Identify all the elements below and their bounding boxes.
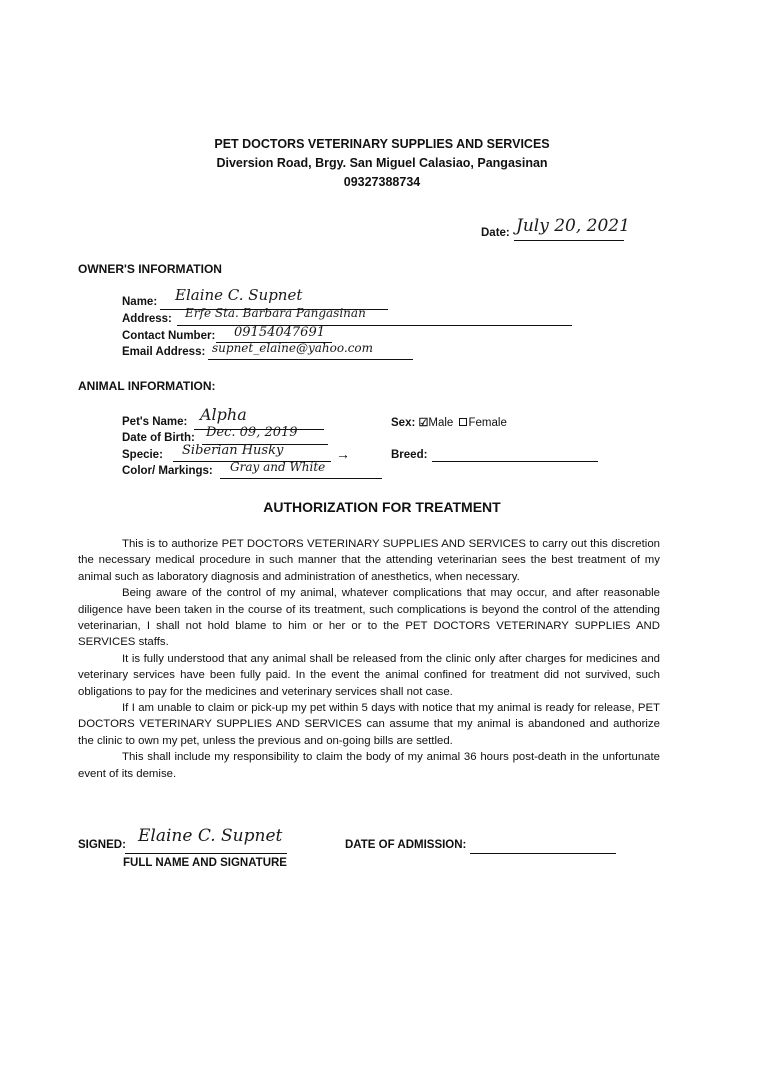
sex-field bbox=[391, 416, 507, 429]
owner-email-value: supnet_elaine@yahoo.com bbox=[212, 341, 374, 355]
date-label: Date: bbox=[481, 227, 510, 239]
admission-label: DATE OF ADMISSION: bbox=[345, 839, 467, 851]
dob-label: Date of Birth: bbox=[122, 432, 195, 444]
authorization-paragraph: If I am unable to claim or pick-up my pet within 5 days with notice that my animal is ready for release, PET DOCTORS VETERINARY SUPPLIES AND SERVICES can assume that my animal is abandoned and authorize the clinic to own my pet, unless the previous and on-going bills are settled. bbox=[78, 702, 660, 747]
signed-label: SIGNED: bbox=[78, 839, 126, 851]
admission-line bbox=[470, 853, 616, 854]
pet-name-label: Pet's Name: bbox=[122, 416, 188, 428]
authorization-paragraph: This shall include my responsibility to claim the body of my animal 36 hours post-death in the unfortunate event of its demise. bbox=[78, 751, 660, 780]
owner-address-value: Erfe Sta. Barbara Pangasinan bbox=[185, 306, 366, 320]
breed-label: Breed: bbox=[391, 449, 428, 461]
owner-email-label: Email Address: bbox=[122, 346, 206, 358]
sex-label: Sex: bbox=[391, 417, 416, 429]
authorization-paragraph: It is fully understood that any animal shall be released from the clinic only after charges for medicines and veterinary services have been fully paid. In the event the animal confined for treatment did not survived, such obligations to pay for the medicines and veterinary services shall not case. bbox=[78, 652, 660, 698]
signature-caption: FULL NAME AND SIGNATURE bbox=[123, 857, 287, 869]
female-checkbox bbox=[459, 418, 467, 426]
animal-section-title: ANIMAL INFORMATION: bbox=[78, 379, 216, 393]
authorization-paragraph: This is to authorize PET DOCTORS VETERINARY SUPPLIES AND SERVICES to carry out this discretion the necessary medical procedure in such manner that the attending veterinarian sees the best treatment of my animal such as laboratory diagnosis and administration of anesthetics, when necessary. bbox=[78, 538, 660, 583]
dob-value: Dec. 09, 2019 bbox=[206, 425, 298, 440]
sex-female-label: Female bbox=[468, 417, 507, 429]
color-line bbox=[220, 478, 382, 479]
sex-male-label: Male bbox=[428, 417, 454, 429]
color-value: Gray and White bbox=[230, 460, 326, 474]
owner-email-line bbox=[208, 359, 413, 360]
color-label: Color/ Markings: bbox=[122, 465, 213, 477]
pet-name-value: Alpha bbox=[200, 405, 247, 424]
company-name: PET DOCTORS VETERINARY SUPPLIES AND SERVICES bbox=[214, 137, 550, 151]
authorization-paragraph: Being aware of the control of my animal, whatever complications that may occur, and after reasonable diligence have been taken in the course of its treatment, such complications is beyond the control of the attending veterinarian, I shall not hold blame to him or her or to the PET DOCTORS VETERINARY SUPPLIES AND SERVICES staffs. bbox=[78, 587, 660, 649]
owner-name-value: Elaine C. Supnet bbox=[175, 286, 303, 304]
company-phone: 09327388734 bbox=[343, 175, 421, 189]
signature-value: Elaine C. Supnet bbox=[138, 826, 283, 846]
date-value: July 20, 2021 bbox=[516, 216, 630, 236]
owner-section-title: OWNER'S INFORMATION bbox=[78, 262, 222, 276]
arrow-icon: → bbox=[336, 446, 350, 462]
owner-name-label: Name: bbox=[122, 296, 158, 308]
specie-label: Specie: bbox=[122, 449, 163, 461]
owner-contact-value: 09154047691 bbox=[234, 325, 325, 340]
owner-address-label: Address: bbox=[122, 313, 172, 325]
authorization-body bbox=[78, 536, 660, 782]
authorization-title: AUTHORIZATION FOR TREATMENT bbox=[263, 499, 501, 515]
specie-value: Siberian Husky bbox=[182, 443, 284, 458]
company-address: Diversion Road, Brgy. San Miguel Calasiao, Pangasinan bbox=[216, 156, 548, 170]
owner-contact-label: Contact Number: bbox=[122, 330, 216, 342]
date-line bbox=[514, 240, 624, 241]
male-checkbox: ☑ bbox=[418, 417, 429, 429]
breed-line bbox=[432, 461, 598, 462]
signature-line bbox=[125, 853, 287, 854]
